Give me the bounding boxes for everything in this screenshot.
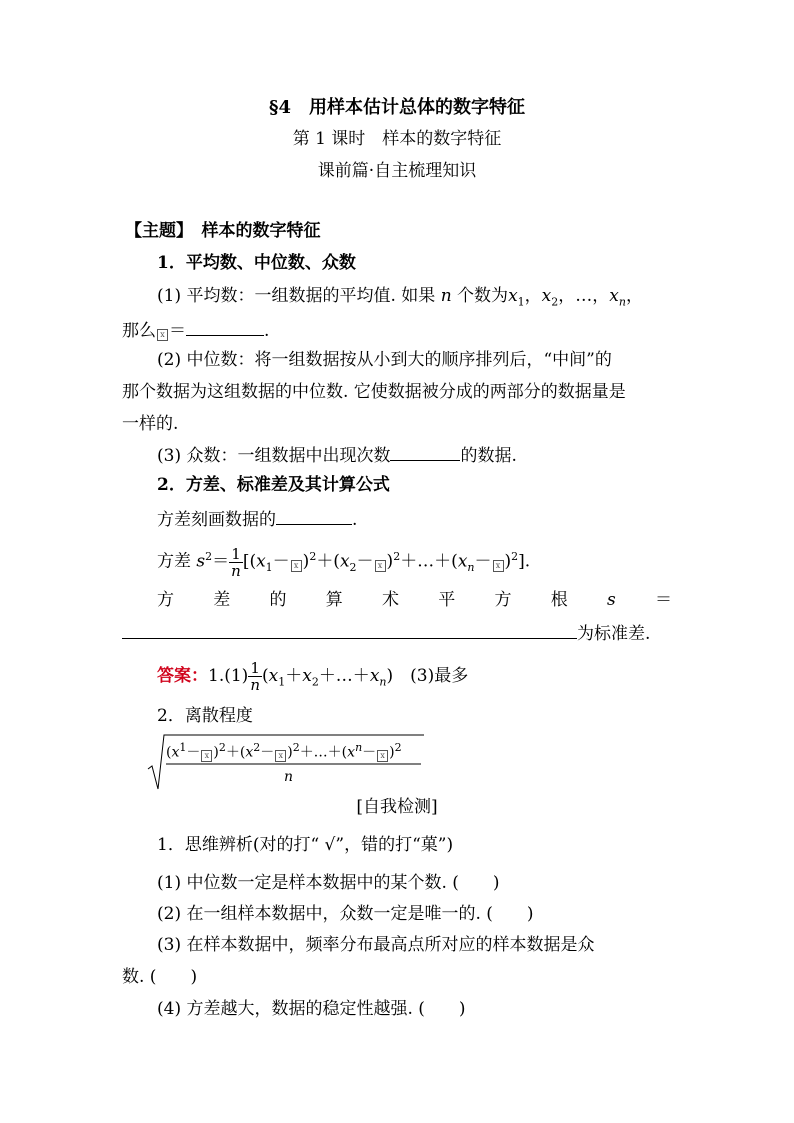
- std-blank-line: [122, 620, 650, 645]
- var-s: s: [196, 551, 206, 572]
- mean-blank[interactable]: [186, 317, 264, 336]
- answer-line-1: 答案：1.(1) $\frac{1}{n}$ $(x_1+x_2+\dots+x_n)$ (3)最多: [157, 659, 469, 694]
- mode-blank[interactable]: [390, 442, 460, 461]
- mean-text-a: (1) 平均数：一组数据的平均值. 如果: [157, 286, 441, 306]
- mean-text-b: 个数为: [451, 286, 509, 306]
- period: .: [352, 510, 358, 530]
- sqrt-numerator: ($x^1- x$ )$^2+(x^2- x$ )$^2+\dots+(x^n- x$ )$^2$: [166, 741, 402, 761]
- answer-label: 答案：: [157, 666, 208, 686]
- page-title: §4 用样本估计总体的数字特征: [269, 97, 525, 118]
- heading-mean-median-mode: 1．平均数、中位数、众数: [157, 253, 356, 273]
- mean-definition: (1) 平均数：一组数据的平均值. 如果 n 个数为$x_1$，$x_2$，…，$x_n$，: [157, 286, 643, 309]
- answer-part-b: (3)最多: [410, 666, 469, 686]
- question-item: (4) 方差越大，数据的稳定性越强. ( ): [157, 999, 466, 1019]
- question-1-prompt: 1．思维辨析(对的打“ √”，错的打“菓”): [157, 835, 454, 855]
- variance-description: [157, 506, 357, 531]
- fraction-1-over-n: $\frac{1}{n}$: [250, 659, 260, 694]
- mean-formula-line: [122, 317, 269, 342]
- xbar-icon: x: [157, 329, 168, 341]
- answer-part-a: 1.(1): [208, 666, 249, 686]
- median-line-1: (2) 中位数：将一组数据按从小到大的顺序排列后，“中间”的: [157, 350, 612, 370]
- mode-text-b: 的数据.: [460, 446, 517, 466]
- fraction-1-over-n: $\frac{1}{n}$: [231, 544, 241, 580]
- lesson-subtitle: 第 1 课时 样本的数字特征: [292, 129, 502, 149]
- xbar-icon: x: [291, 560, 302, 572]
- std-definition-row: 方 差 的 算 术 平 方 根 s ＝: [157, 590, 672, 610]
- mode-text-a: (3) 众数：一组数据中出现次数: [157, 446, 391, 466]
- question-item: (3) 在样本数据中，频率分布最高点所对应的样本数据是众: [157, 935, 595, 955]
- variance-formula: 方差 $s^2=$ $\frac{1}{n}$ [($x_1- x$ )$^2+(x_2- x$ )$^2+\dots+(x_n- x$ )$^2$].: [157, 544, 531, 580]
- self-check-title: [自我检测]: [356, 797, 438, 817]
- variance-blank[interactable]: [276, 506, 352, 525]
- sqrt-denominator: n: [284, 769, 294, 785]
- median-line-3: 一样的.: [122, 414, 179, 434]
- question-item: 数. ( ): [122, 967, 198, 987]
- var-n: n: [440, 286, 452, 306]
- topic-label: 【主题】 样本的数字特征: [125, 221, 321, 241]
- answer-line-2: 2．离散程度: [157, 706, 253, 726]
- xbar-icon: x: [493, 560, 504, 572]
- std-sqrt-formula: [146, 733, 426, 793]
- xbar-icon: x: [375, 560, 386, 572]
- median-line-2: 那个数据为这组数据的中位数. 它使数据被分成的两部分的数据量是: [122, 382, 626, 402]
- variance-label: 方差: [157, 551, 197, 572]
- equals-sign: ＝: [169, 321, 186, 341]
- std-blank[interactable]: [122, 620, 577, 639]
- mode-definition: [157, 442, 517, 467]
- period: .: [264, 321, 270, 341]
- question-item: (1) 中位数一定是样本数据中的某个数. ( ): [157, 873, 500, 893]
- variance-desc-text: 方差刻画数据的: [157, 510, 276, 530]
- section-heading: 课前篇·自主梳理知识: [317, 161, 477, 181]
- mean-text-c: 那么: [122, 321, 156, 341]
- std-end-text: 为标准差.: [577, 624, 651, 644]
- heading-variance: 2．方差、标准差及其计算公式: [157, 475, 390, 495]
- question-item: (2) 在一组样本数据中，众数一定是唯一的. ( ): [157, 904, 534, 924]
